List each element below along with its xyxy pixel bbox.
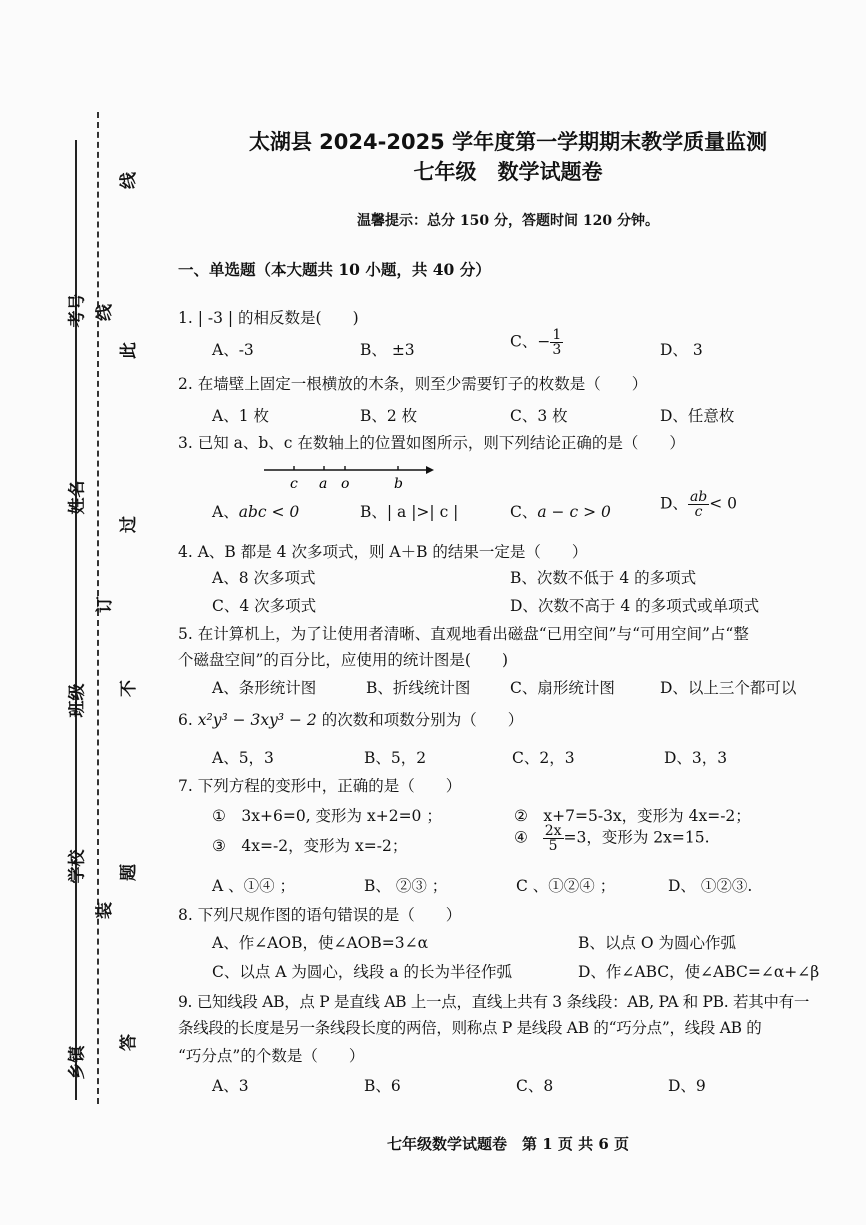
q5-option-a: A、条形统计图	[212, 679, 317, 697]
exam-subtitle: 七年级 数学试题卷	[413, 160, 603, 184]
q7-option-c: C 、①②④ ；	[516, 877, 616, 895]
q6-number: 6.	[178, 711, 193, 729]
q2-option-d: D、任意枚	[660, 407, 735, 425]
q4-option-b: B、次数不低于 4 的多项式	[510, 569, 697, 587]
seal-char: 过	[119, 516, 139, 533]
denominator: c	[694, 504, 703, 520]
numerator: ab	[689, 489, 708, 505]
denominator: 5	[548, 838, 558, 854]
numerator: 1	[552, 327, 562, 343]
page-footer: 七年级数学试题卷 第 1 页 共 6 页	[387, 1135, 629, 1153]
seal-char: 线	[119, 172, 139, 189]
q7-statement-4	[514, 824, 710, 853]
q3-option-c-prefix: C、	[510, 503, 538, 521]
q9-option-d: D、9	[668, 1077, 706, 1095]
q7-option-a: A 、①④ ；	[212, 877, 296, 895]
exam-tip: 温馨提示：总分 150 分，答题时间 120 分钟。	[357, 213, 659, 229]
field-township: 乡镇	[67, 1045, 88, 1080]
binding-line-left	[75, 140, 77, 1100]
fraction	[550, 328, 563, 357]
q1-option-d: D、 3	[660, 341, 703, 359]
q2-option-c: C、3 枚	[510, 407, 568, 425]
field-exam-number: 考号	[67, 293, 88, 328]
q6-option-a: A、5，3	[212, 749, 274, 767]
q3-option-d	[660, 490, 737, 519]
q8-option-c: C、以点 A 为圆心，线段 a 的长为半径作弧	[212, 963, 513, 981]
q6-expression: x²y³ − 3xy³ − 2	[197, 711, 317, 729]
q3-option-a-prefix: A、	[212, 503, 239, 521]
q4-option-c: C、4 次多项式	[212, 597, 317, 615]
seal-char: 题	[119, 864, 139, 881]
section-heading: 一、单选题（本大题共 10 小题，共 40 分）	[178, 260, 491, 279]
q3-option-c	[510, 500, 611, 522]
q1-option-a: A、-3	[212, 341, 254, 359]
q2-option-b: B、2 枚	[360, 407, 418, 425]
question-5-line2: 个磁盘空间”的百分比，应使用的统计图是( )	[178, 651, 509, 669]
question-6	[178, 708, 523, 730]
q5-option-b: B、折线统计图	[366, 679, 471, 697]
question-2: 2. 在墙壁上固定一根横放的木条，则至少需要钉子的枚数是（ ）	[178, 375, 648, 393]
q3-option-d-prefix: D、	[660, 494, 688, 513]
q1-option-c-prefix: C、−	[510, 332, 551, 351]
question-5-line1: 5. 在计算机上，为了让使用者清晰、直观地看出磁盘“已用空间”与“可用空间”占“整	[178, 625, 749, 643]
q1-option-c	[510, 328, 563, 357]
q7-statement-2: ② x+7=5-3x，变形为 4x=-2；	[514, 807, 751, 825]
binding-mark-line: 线	[95, 304, 115, 321]
q7-statement-1: ① 3x+6=0, 变形为 x+2=0 ；	[212, 807, 442, 825]
exam-title: 太湖县 2024-2025 学年度第一学期期末教学质量监测	[248, 130, 768, 154]
axis-label-c: c	[290, 476, 298, 492]
field-class: 班级	[67, 683, 88, 718]
axis-label-b: b	[394, 476, 403, 492]
q6-option-b: B、5，2	[364, 749, 427, 767]
q5-option-c: C、扇形统计图	[510, 679, 615, 697]
field-name: 姓名	[67, 480, 88, 515]
number-line-figure	[258, 458, 438, 494]
q9-option-b: B、6	[364, 1077, 401, 1095]
question-3: 3. 已知 a、b、c 在数轴上的位置如图所示，则下列结论正确的是（ ）	[178, 434, 685, 452]
q6-option-d: D、3，3	[664, 749, 728, 767]
q7-statement-4-prefix: ④	[514, 828, 528, 847]
q3-option-a	[212, 500, 299, 522]
seal-char: 答	[119, 1034, 139, 1051]
q7-statement-4-suffix: =3，变形为 2x=15.	[563, 828, 710, 847]
question-1: 1. | -3 | 的相反数是( )	[178, 309, 359, 327]
fraction	[543, 824, 564, 853]
q3-option-c-expr: a − c > 0	[537, 503, 611, 521]
question-7: 7. 下列方程的变形中，正确的是（ ）	[178, 777, 462, 795]
q8-option-b: B、以点 O 为圆心作弧	[578, 934, 736, 952]
binding-mark-staple: 订	[95, 596, 115, 613]
question-9-line1: 9. 已知线段 AB，点 P 是直线 AB 上一点，直线上共有 3 条线段：AB, PA 和 PB. 若其中有一	[178, 993, 810, 1011]
field-school: 学校	[67, 849, 88, 884]
question-9-line2: 条线段的长度是另一条线段长度的两倍，则称点 P 是线段 AB 的“巧分点”，线段 AB 的	[178, 1019, 762, 1037]
q2-option-a: A、1 枚	[212, 407, 269, 425]
q3-option-a-expr: abc < 0	[238, 503, 300, 521]
binding-mark-bind: 装	[95, 902, 115, 919]
q7-option-d: D、 ①②③.	[668, 877, 753, 895]
axis-label-o: o	[341, 476, 350, 492]
q3-option-d-suffix: < 0	[709, 494, 738, 513]
seal-char: 不	[119, 680, 139, 697]
q5-option-d: D、以上三个都可以	[660, 679, 797, 697]
q3-option-b: B、| a |>| c |	[360, 503, 459, 521]
q4-option-a: A、8 次多项式	[212, 569, 316, 587]
q9-option-a: A、3	[212, 1077, 249, 1095]
q4-option-d: D、次数不高于 4 的多项式或单项式	[510, 597, 760, 615]
seal-char: 此	[119, 342, 139, 359]
question-8: 8. 下列尺规作图的语句错误的是（ ）	[178, 906, 462, 924]
q1-option-b: B、 ±3	[360, 341, 415, 359]
q6-stem: 的次数和项数分别为（ ）	[321, 711, 524, 729]
question-4: 4. A、B 都是 4 次多项式，则 A＋B 的结果一定是（ ）	[178, 543, 588, 561]
question-9-line3: “巧分点”的个数是（ ）	[178, 1047, 365, 1065]
q6-option-c: C、2，3	[512, 749, 575, 767]
q7-statement-3: ③ 4x=-2，变形为 x=-2；	[212, 837, 408, 855]
q9-option-c: C、8	[516, 1077, 554, 1095]
q8-option-a: A、作∠AOB，使∠AOB=3∠α	[212, 934, 429, 952]
axis-label-a: a	[319, 476, 328, 492]
denominator: 3	[552, 342, 562, 358]
numerator: 2x	[544, 823, 562, 839]
q7-option-b: B、 ②③ ；	[364, 877, 448, 895]
q8-option-d: D、作∠ABC，使∠ABC=∠α+∠β	[578, 963, 820, 981]
fraction	[688, 490, 709, 519]
